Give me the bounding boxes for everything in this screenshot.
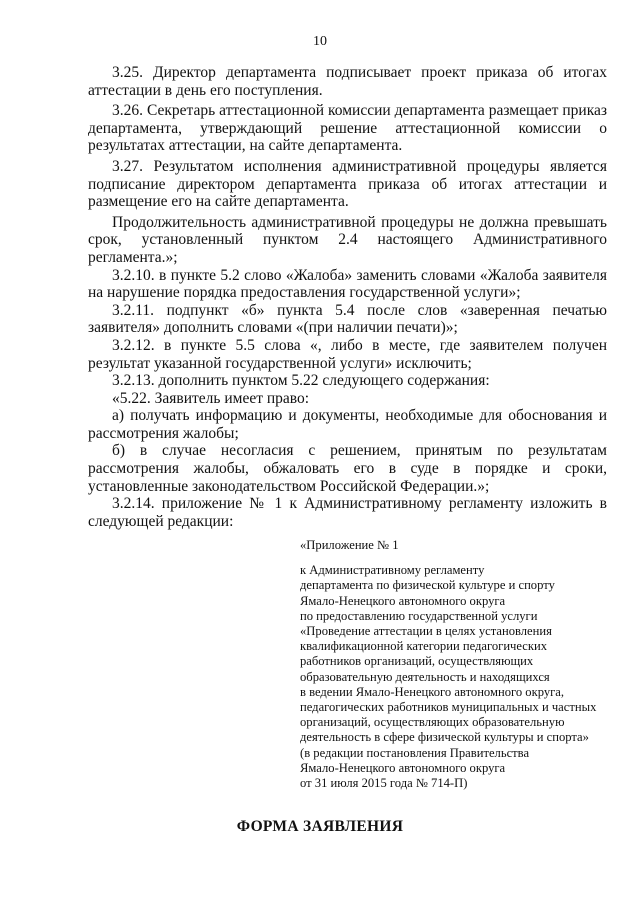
appendix-line: педагогических работников муниципальных и частных [300,700,597,715]
appendix-line: квалификационной категории педагогических [300,639,548,654]
paragraph-3-27: 3.27. Результатом исполнения административной процедуры является подписание директором департамента приказа об итогах аттестации и размещение его на сайте департамента. [88,157,607,211]
appendix-line: от 31 июля 2015 года № 714-П) [300,776,468,791]
paragraph-5-22: «5.22. Заявитель имеет право: [112,389,310,407]
appendix-line: образовательную деятельность и находящихся [300,669,550,684]
body-text [88,64,607,530]
appendix-line: по предоставлению государственной услуги [300,608,538,623]
paragraph-3-2-11: 3.2.11. подпункт «б» пункта 5.4 после слов «заверенная печатью заявителя» дополнить словами «(при наличии печати)»; [88,301,607,337]
paragraph-3-2-14: 3.2.14. приложение № 1 к Административному регламенту изложить в следующей редакции: [88,495,607,530]
paragraph-item-a: а) получать информацию и документы, необходимые для обоснования и рассмотрения жалобы; [88,407,607,442]
paragraph-3-25: 3.25. Директор департамента подписывает проект приказа об итогах аттестации в день его поступления. [88,64,607,99]
paragraph-3-2-12: 3.2.12. в пункте 5.5 слова «, либо в месте, где заявителем получен результат указанной государственной услуги» исключить; [88,336,607,372]
paragraph-item-b: б) в случае несогласия с решением, принятым по результатам рассмотрения жалобы, обжаловать его в суде в порядке и сроки, установленные законодательством Российской Федерации.»; [88,442,607,495]
appendix-title: «Приложение № 1 [300,538,399,552]
paragraph-3-2-10: 3.2.10. в пункте 5.2 слово «Жалоба» заменить словами «Жалоба заявителя на нарушение порядка предоставления государственной услуги»; [88,266,607,302]
appendix-line: департамента по физической культуре и спорту [300,578,555,593]
appendix-line: Ямало-Ненецкого автономного округа [300,593,506,608]
appendix-line: работников организаций, осуществляющих [300,654,534,669]
paragraph-duration: Продолжительность административной процедуры не должна превышать срок, установленный пунктом 2.4 настоящего Административного регламента.»; [88,213,607,266]
appendix-line: деятельность в сфере физической культуры и спорта» [300,730,589,745]
appendix-header [300,538,620,791]
appendix-line: к Административному регламенту [300,563,485,578]
form-title: ФОРМА ЗАЯВЛЕНИЯ [236,818,404,835]
appendix-line: «Проведение аттестации в целях установления [300,624,552,639]
appendix-line: в ведении Ямало-Ненецкого автономного округа, [300,684,565,699]
page-number: 10 [313,34,327,49]
appendix-line: организаций, осуществляющих образовательную [300,715,565,730]
paragraph-3-2-13: 3.2.13. дополнить пунктом 5.22 следующего содержания: [112,372,490,390]
appendix-line: Ямало-Ненецкого автономного округа [300,760,506,775]
paragraph-3-26: 3.26. Секретарь аттестационной комиссии департамента размещает приказ департамента, утверждающий решение аттестационной комиссии о результатах аттестации, на сайте департамента. [88,102,607,155]
appendix-line: (в редакции постановления Правительства [300,745,530,760]
